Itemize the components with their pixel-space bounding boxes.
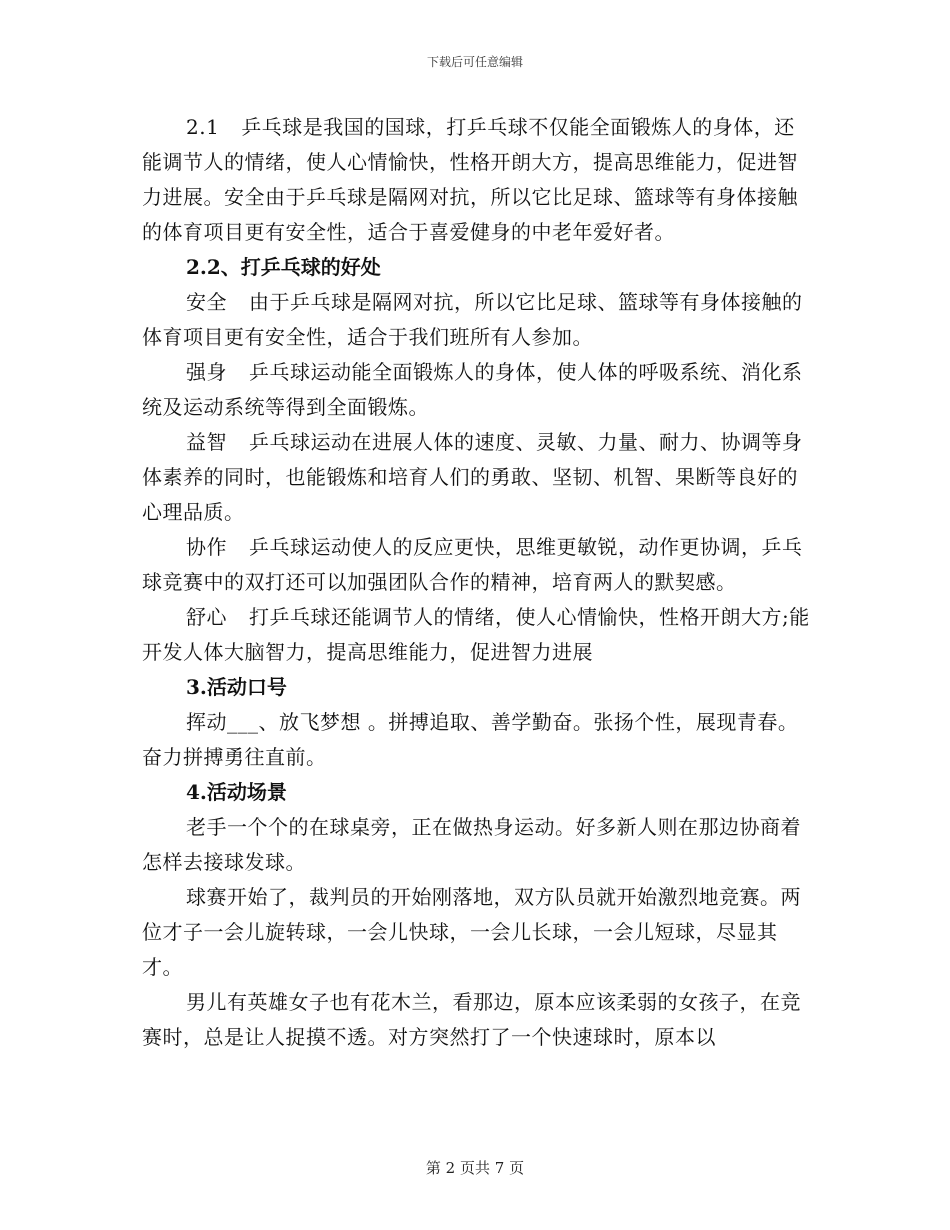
section-number: 2.1	[186, 115, 220, 139]
benefit-term: 强身	[186, 360, 227, 384]
scene-paragraph-1: 老手一个个的在球桌旁，正在做热身运动。好多新人则在那边协商着怎样去接球发球。	[142, 815, 801, 874]
paragraph-2-1	[142, 110, 812, 250]
benefit-term: 安全	[186, 290, 227, 314]
page-header: 下载后可任意编辑	[426, 55, 523, 69]
heading-2-2: 2.2、打乒乓球的好处	[186, 255, 381, 279]
benefit-term: 益智	[186, 430, 227, 454]
heading-4: 4.活动场景	[186, 780, 287, 804]
paragraph-text: 乒乓球是我国的国球，打乒乓球不仅能全面锻炼人的身体，还能调节人的情绪，使人心情愉快，性格开朗大方，提高思维能力，促进智力进展。安全由于乒乓球是隔网对抗，所以它比足球、篮球等有身体接触的体育项目更有安全性，适合于喜爱健身的中老年爱好者。	[142, 115, 798, 244]
heading-3: 3.活动口号	[186, 675, 287, 699]
benefit-text: 乒乓球运动使人的反应更快，思维更敏锐，动作更协调，乒乓球竞赛中的双打还可以加强团队合作的精神，培育两人的默契感。	[142, 535, 803, 594]
benefit-text: 由于乒乓球是隔网对抗，所以它比足球、篮球等有身体接触的体育项目更有安全性，适合于我们班所有人参加。	[142, 290, 803, 349]
scene-paragraph-2: 球赛开始了，裁判员的开始刚落地，双方队员就开始激烈地竞赛。两位才子一会儿旋转球，一会儿快球，一会儿长球，一会儿短球，尽显其才。	[142, 885, 801, 979]
scene-paragraph-3: 男儿有英雄女子也有花木兰，看那边，原本应该柔弱的女孩子，在竞赛时，总是让人捉摸不透。对方突然打了一个快速球时，原本以	[142, 990, 801, 1049]
benefit-text: 打乒乓球还能调节人的情绪，使人心情愉快，性格开朗大方;能开发人体大脑智力，提高思维能力，促进智力进展	[142, 605, 810, 664]
page-footer: 第 2 页共 7 页	[425, 1159, 525, 1177]
benefit-cooperation	[142, 530, 812, 600]
benefit-text: 乒乓球运动在进展人体的速度、灵敏、力量、耐力、协调等身体素养的同时，也能锻炼和培育人们的勇敢、坚韧、机智、果断等良好的心理品质。	[142, 430, 803, 524]
slogan-paragraph: 挥动___、放飞梦想 。拼搏追取、善学勤奋。张扬个性，展现青春。奋力拼搏勇往直前。	[142, 710, 799, 769]
benefit-text: 乒乓球运动能全面锻炼人的身体，使人体的呼吸系统、消化系统及运动系统等得到全面锻炼。	[142, 360, 803, 419]
benefit-comfort	[142, 600, 812, 670]
document-body	[142, 110, 812, 1055]
benefit-term: 协作	[186, 535, 227, 559]
benefit-intellect	[142, 425, 812, 530]
benefit-fitness	[142, 355, 812, 425]
benefit-safety	[142, 285, 812, 355]
benefit-term: 舒心	[186, 605, 227, 629]
